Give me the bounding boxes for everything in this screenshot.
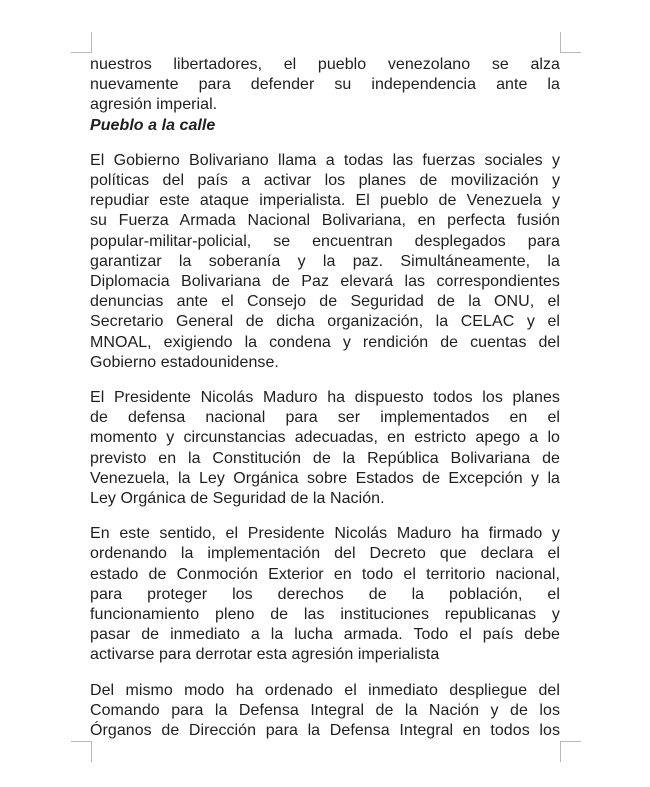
section-heading [90, 116, 560, 136]
text-line: pasar de inmediato a la lucha armada. Todo el país debe [90, 626, 560, 644]
text-line: previsto en la Constitución de la República Bolivariana de [90, 449, 560, 467]
text-line: políticas del país a activar los planes de movilización y [90, 172, 560, 190]
text-line: de defensa nacional para ser implementados en el [90, 409, 560, 427]
text-line: Diplomacia Bolivariana de Paz elevará las correspondientes [90, 273, 560, 291]
text-line: Comando para la Defensa Integral de la Nación y de los [90, 701, 560, 719]
text-line: Secretario General de dicha organización, la CELAC y el [90, 313, 560, 331]
paragraph [90, 55, 560, 116]
paragraph [90, 151, 560, 373]
text-line: El Gobierno Bolivariano llama a todas las fuerzas sociales y [90, 151, 560, 169]
crop-mark-top-left-icon [71, 32, 92, 53]
text-line: En este sentido, el Presidente Nicolás Maduro ha firmado y [90, 525, 560, 543]
text-line: activarse para derrotar esta agresión imperialista [90, 646, 440, 664]
text-line: funcionamiento pleno de las instituciones republicanas y [90, 606, 560, 624]
text-line: momento y circunstancias adecuadas, en estricto apego a lo [90, 429, 560, 447]
text-line: ordenando la implementación del Decreto que declara el [90, 545, 560, 563]
text-line: Gobierno estadounidense. [90, 353, 279, 371]
crop-mark-top-right-icon [560, 32, 581, 53]
crop-mark-bottom-right-icon [560, 741, 581, 762]
text-line: Órganos de Dirección para la Defensa Integral en todos los [90, 722, 560, 740]
text-line: Del mismo modo ha ordenado el inmediato despliegue del [90, 681, 560, 699]
text-line: nuevamente para defender su independencia ante la [90, 76, 560, 94]
text-line: popular-militar-policial, se encuentran desplegados para [90, 232, 560, 250]
text-line: El Presidente Nicolás Maduro ha dispuesto todos los planes [90, 389, 560, 407]
text-line: nuestros libertadores, el pueblo venezolano se alza [90, 56, 560, 73]
text-line: su Fuerza Armada Nacional Bolivariana, en perfecta fusión [90, 212, 560, 230]
text-line: repudiar este ataque imperialista. El pueblo de Venezuela y [90, 192, 560, 210]
text-line: agresión imperial. [90, 96, 218, 114]
document-text [90, 55, 560, 741]
text-line: Ley Orgánica de Seguridad de la Nación. [90, 490, 385, 508]
paragraph [90, 388, 560, 509]
crop-mark-bottom-left-icon [71, 741, 92, 762]
text-line: MNOAL, exigiendo la condena y rendición de cuentas del [90, 333, 560, 351]
text-line: Pueblo a la calle [90, 116, 216, 134]
text-line: para proteger los derechos de la población, el [90, 585, 560, 603]
text-line: denuncias ante el Consejo de Seguridad de la ONU, el [90, 293, 560, 311]
text-line: estado de Conmoción Exterior en todo el territorio nacional, [90, 565, 560, 583]
paragraph [90, 524, 560, 665]
paragraph [90, 681, 560, 742]
text-line: garantizar la soberanía y la paz. Simultáneamente, la [90, 252, 560, 270]
text-line: Venezuela, la Ley Orgánica sobre Estados de Excepción y la [90, 469, 560, 487]
